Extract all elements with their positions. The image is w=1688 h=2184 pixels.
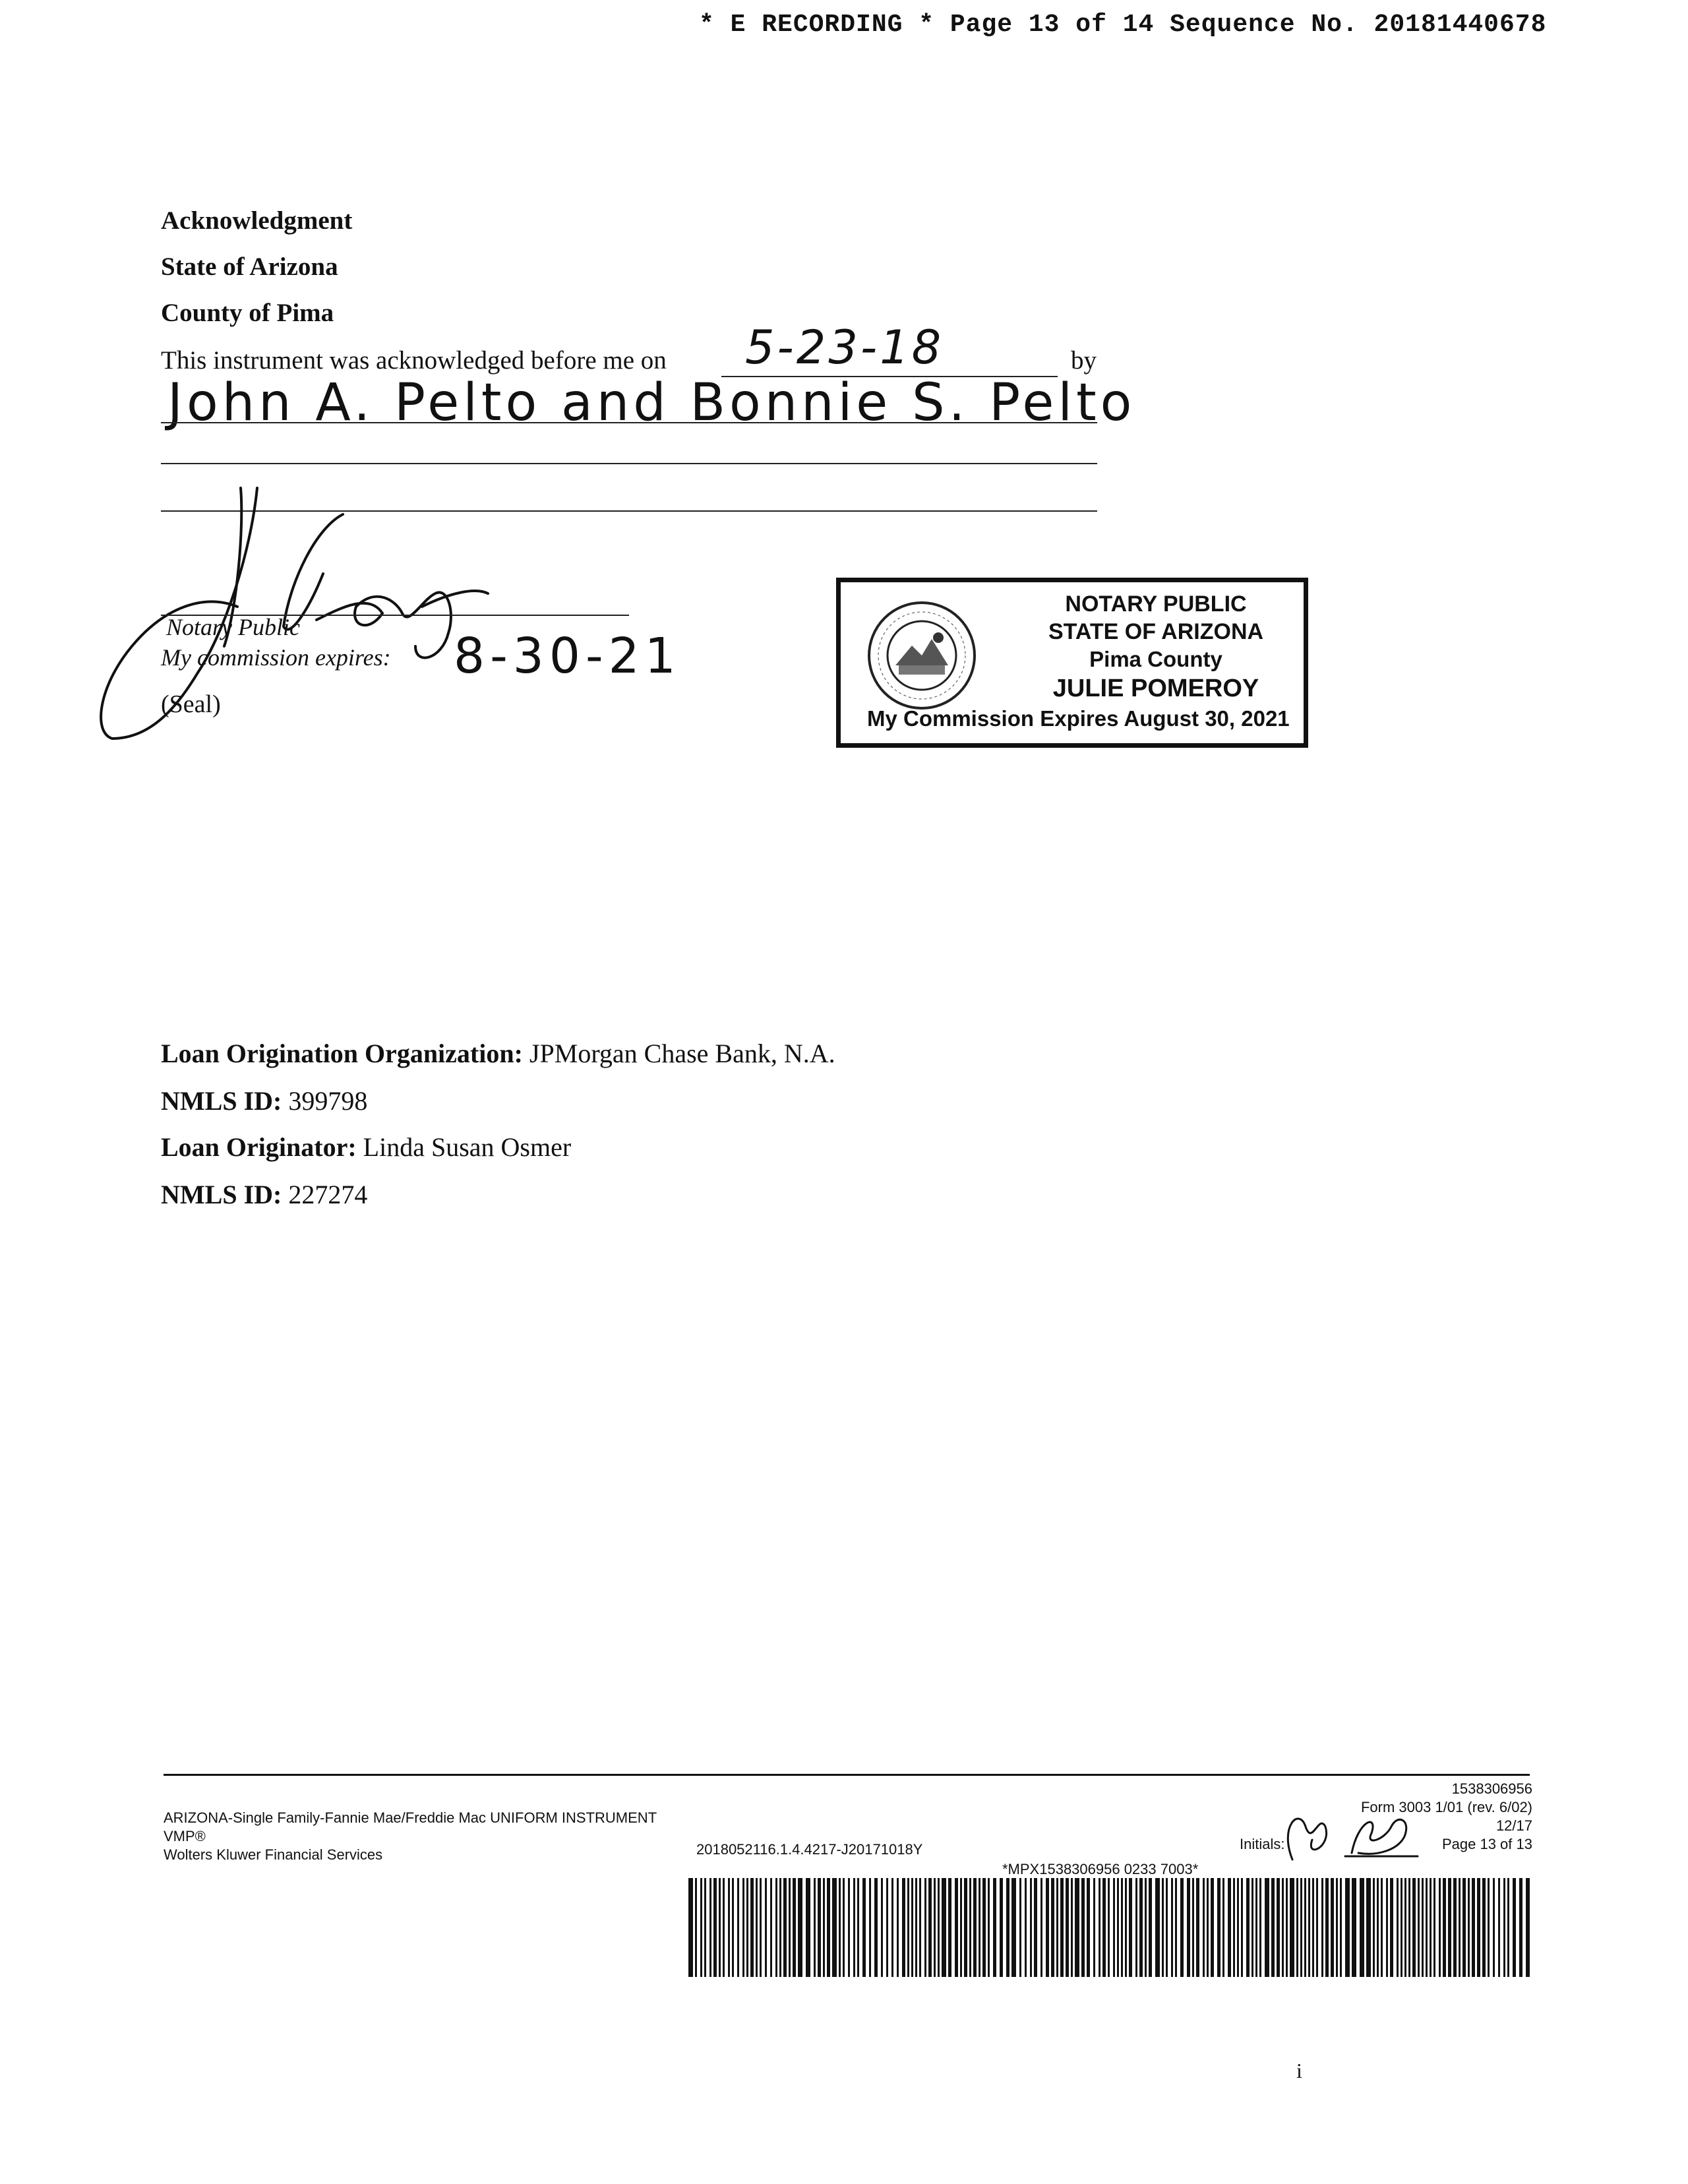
stamp-commission: My Commission Expires August 30, 2021: [867, 706, 1290, 731]
acknowledgment-title: Acknowledgment: [161, 206, 353, 235]
footer-instrument-line: ARIZONA-Single Family-Fannie Mae/Freddie Mac UNIFORM INSTRUMENT: [164, 1809, 657, 1826]
seal-label: (Seal): [161, 690, 221, 718]
initials-label: Initials:: [1240, 1836, 1285, 1852]
nmls2-label: NMLS ID:: [161, 1180, 282, 1209]
org-value: JPMorgan Chase Bank, N.A.: [529, 1039, 835, 1068]
stamp-state: STATE OF ARIZONA: [1048, 619, 1264, 644]
state-line: State of Arizona: [161, 253, 338, 281]
barcode-icon: [687, 1878, 1530, 1977]
barcode-caption: *MPX1538306956 0233 7003*: [1002, 1861, 1199, 1877]
footer-page-info: Page 13 of 13: [1441, 1836, 1532, 1852]
acknowledgment-date: 5-23-18: [745, 320, 944, 375]
nmls1-label: NMLS ID:: [161, 1086, 282, 1116]
stamp-title: NOTARY PUBLIC: [1065, 592, 1247, 617]
instrument-text: This instrument was acknowledged before me on: [161, 346, 667, 375]
originator-label: Loan Originator:: [161, 1132, 357, 1162]
loan-origination-organization: [161, 1038, 835, 1069]
nmls-id-organization: [161, 1085, 367, 1116]
notary-stamp: [836, 578, 1308, 748]
footer-publisher: Wolters Kluwer Financial Services: [164, 1846, 383, 1863]
footer-form-info: Form 3003 1/01 (rev. 6/02): [1360, 1799, 1532, 1815]
initials-signature: [1279, 1800, 1437, 1866]
stamp-notary-name: JULIE POMEROY: [1052, 675, 1259, 702]
footer-rule: [164, 1774, 1530, 1776]
originator-value: Linda Susan Osmer: [363, 1132, 572, 1162]
org-label: Loan Origination Organization:: [161, 1039, 523, 1068]
footer-vmp: VMP®: [164, 1828, 206, 1844]
by-text: by: [1071, 346, 1097, 375]
names-underline-1: [161, 422, 1097, 423]
loan-originator: [161, 1132, 571, 1163]
signer-names: John A. Pelto and Bonnie S. Pelto: [167, 373, 1136, 433]
footer-doc-code: 2018052116.1.4.4217-J20171018Y: [696, 1841, 923, 1858]
names-underline-2: [161, 463, 1097, 464]
footer-loan-number: 1538306956: [1451, 1780, 1532, 1797]
nmls2-value: 227274: [288, 1180, 368, 1209]
arizona-state-seal-icon: [866, 599, 978, 712]
nmls1-value: 399798: [288, 1086, 368, 1116]
stamp-county: Pima County: [1089, 647, 1222, 671]
commission-label: My commission expires:: [161, 644, 391, 671]
commission-expiry-date: 8-30-21: [454, 628, 681, 684]
nmls-id-originator: [161, 1179, 367, 1210]
notary-public-label: Notary Public: [166, 614, 300, 640]
page-mark: i: [1296, 2059, 1302, 2082]
footer-date-code: 12/17: [1495, 1817, 1532, 1834]
county-line: County of Pima: [161, 299, 334, 327]
recording-header: * E RECORDING * Page 13 of 14 Sequence No. 20181440678: [699, 11, 1547, 39]
